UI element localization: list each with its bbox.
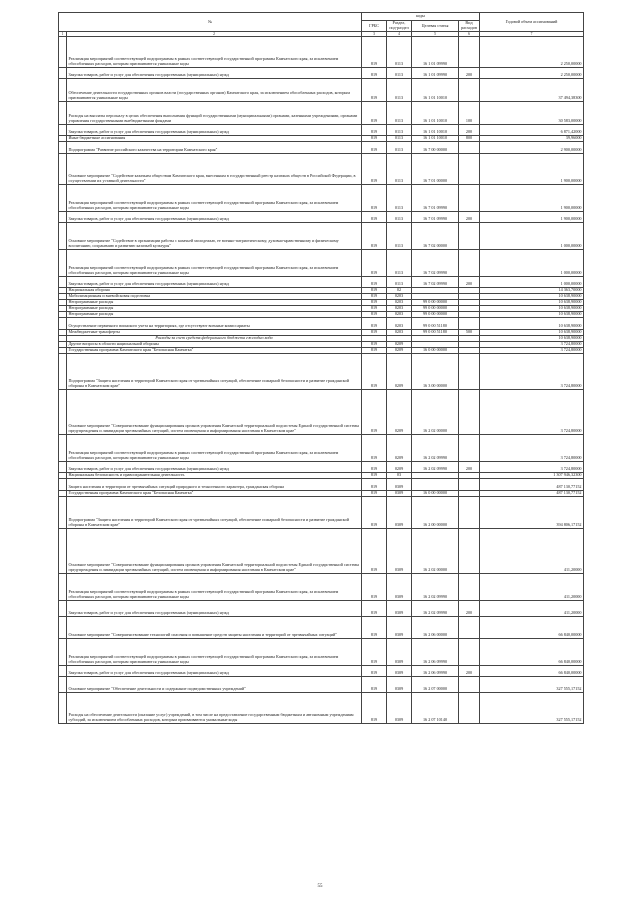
table-row (59, 277, 584, 288)
row-number-cell (59, 617, 67, 639)
table-row (59, 318, 584, 330)
row-expense-type-cell (459, 529, 480, 574)
table-row (59, 497, 584, 529)
row-amount-cell: 1 900,00000 (480, 154, 584, 185)
row-grbs-cell: 819 (362, 462, 387, 473)
row-target-cell: 16 1 01 10010 (412, 79, 459, 102)
row-target-cell: 99 0 00 00000 (412, 306, 459, 312)
row-name-cell: Закупка товаров, работ и услуг для обеспечения государственных (муниципальных) нужд (67, 277, 362, 288)
row-target-cell: 16 2 00 00000 (412, 497, 459, 529)
row-name-cell: Государственная программа Камчатского края "Безопасная Камчатка" (67, 491, 362, 497)
row-section-cell: 0309 (387, 601, 412, 617)
row-amount-cell: 66 840,00000 (480, 639, 584, 666)
row-section-cell: 0309 (387, 491, 412, 497)
row-amount-cell: 3 724,80000 (480, 348, 584, 354)
row-target-cell: 16 7 02 00000 (412, 223, 459, 250)
row-number-cell (59, 462, 67, 473)
row-number-cell (59, 574, 67, 601)
row-expense-type-cell (459, 479, 480, 491)
row-section-cell: 0113 (387, 223, 412, 250)
row-name-cell: Основное мероприятие "Совершенствование технологий спасения и повышение средств защиты населения и территорий от чрезвычайных ситуаций" (67, 617, 362, 639)
row-expense-type-cell (459, 318, 480, 330)
row-amount-cell: 3 724,80000 (480, 462, 584, 473)
budget-table-sheet (58, 12, 583, 724)
row-grbs-cell: 819 (362, 288, 387, 294)
row-number-cell (59, 666, 67, 677)
header-expense-type: Вид расходов (459, 21, 480, 32)
row-section-cell: 0309 (387, 479, 412, 491)
row-expense-type-cell: 200 (459, 666, 480, 677)
row-grbs-cell: 819 (362, 348, 387, 354)
row-section-cell: 03 (387, 473, 412, 479)
row-grbs-cell: 819 (362, 312, 387, 318)
table-row (59, 142, 584, 154)
row-section-cell: 0309 (387, 677, 412, 693)
row-amount-cell: 37 494,38300 (480, 79, 584, 102)
row-amount-cell: 10 638,90000 (480, 306, 584, 312)
row-amount-cell: 487 130,77152 (480, 479, 584, 491)
row-grbs-cell: 819 (362, 479, 387, 491)
row-expense-type-cell (459, 617, 480, 639)
colnum-5: 5 (412, 32, 459, 37)
row-grbs-cell: 819 (362, 354, 387, 390)
row-name-cell: Закупка товаров, работ и услуг для обеспечения государственных (муниципальных) нужд (67, 462, 362, 473)
row-grbs-cell: 819 (362, 330, 387, 336)
row-grbs-cell: 819 (362, 473, 387, 479)
row-expense-type-cell (459, 677, 480, 693)
row-grbs-cell: 819 (362, 37, 387, 68)
row-grbs-cell: 819 (362, 601, 387, 617)
row-number-cell (59, 68, 67, 79)
row-target-cell: 16 7 01 00000 (412, 154, 459, 185)
row-number-cell (59, 639, 67, 666)
row-number-cell (59, 154, 67, 185)
row-expense-type-cell (459, 390, 480, 435)
row-grbs-cell: 819 (362, 142, 387, 154)
row-amount-cell: 10 638,90000 (480, 330, 584, 336)
row-grbs-cell: 819 (362, 212, 387, 223)
row-target-cell: 16 7 01 09990 (412, 212, 459, 223)
table-row (59, 223, 584, 250)
row-name-cell: Межбюджетные трансферты (67, 330, 362, 336)
row-name-cell: Непрограммные расходы (67, 300, 362, 306)
row-expense-type-cell (459, 154, 480, 185)
table-row (59, 185, 584, 212)
row-name-cell: Расходы за счет средств федерального бюджета ежегодно кода (67, 336, 362, 342)
row-section-cell: 0209 (387, 435, 412, 462)
table-row (59, 154, 584, 185)
row-grbs-cell: 819 (362, 574, 387, 601)
row-name-cell: Непрограммные расходы (67, 306, 362, 312)
row-target-cell: 16 0 00 00000 (412, 491, 459, 497)
row-target-cell: 99 0 00 00000 (412, 300, 459, 306)
row-target-cell: 16 2 02 09990 (412, 601, 459, 617)
row-section-cell: 0113 (387, 37, 412, 68)
row-grbs-cell: 819 (362, 390, 387, 435)
row-amount-cell: 66 840,00000 (480, 666, 584, 677)
row-expense-type-cell: 200 (459, 68, 480, 79)
row-section-cell: 0203 (387, 312, 412, 318)
row-expense-type-cell: 800 (459, 136, 480, 142)
row-amount-cell: 3 724,80000 (480, 435, 584, 462)
row-grbs-cell: 819 (362, 125, 387, 136)
row-target-cell: 16 7 02 09990 (412, 277, 459, 288)
row-target-cell: 16 2 02 09990 (412, 574, 459, 601)
row-number-cell (59, 125, 67, 136)
row-name-cell: Основное мероприятие "Совершенствование функционирования органов управления Камчатской территориальной подсистемы Единой государственной системы предупреждения и ликвидации чрезвычайных ситуаций, систем оповещения и информирования населения в Камчатском крае" (67, 529, 362, 574)
row-number-cell (59, 142, 67, 154)
row-number-cell (59, 37, 67, 68)
row-amount-cell: 2 250,00000 (480, 37, 584, 68)
row-section-cell: 0209 (387, 462, 412, 473)
table-row (59, 102, 584, 125)
row-number-cell (59, 102, 67, 125)
row-target-cell: 16 7 01 09990 (412, 185, 459, 212)
table-row (59, 639, 584, 666)
row-amount-cell: 14 363,70000 (480, 288, 584, 294)
row-name-cell: Подпрограмма "Защита населения и территорий Камчатского края от чрезвычайных ситуаций, обеспечение пожарной безопасности и развитие гражданской обороны в Камчатском крае" (67, 354, 362, 390)
row-name-cell: Государственная программа Камчатского края "Безопасная Камчатка" (67, 348, 362, 354)
table-row (59, 617, 584, 639)
row-name-cell: Закупка товаров, работ и услуг для обеспечения государственных (муниципальных) нужд (67, 601, 362, 617)
table-row (59, 435, 584, 462)
row-section-cell: 0209 (387, 348, 412, 354)
header-target-article: Целевая статья (412, 21, 459, 32)
table-row (59, 212, 584, 223)
table-row (59, 462, 584, 473)
row-amount-cell: 1 000,00000 (480, 223, 584, 250)
row-grbs-cell: 819 (362, 300, 387, 306)
row-name-cell: Реализация мероприятий соответствующей подпрограммы в рамках соответствующей государственной программы Камчатского края, за исключением обособленных расходов, которым присваиваются уникальные коды (67, 185, 362, 212)
row-number-cell (59, 212, 67, 223)
row-amount-cell: 10 638,90000 (480, 294, 584, 300)
row-expense-type-cell (459, 574, 480, 601)
row-name-cell: Обеспечение деятельности государственных органов власти (государственных органов) Камчатского края, за исключением обособленных расходов, которым присваиваются уникальные коды (67, 79, 362, 102)
row-section-cell: 0309 (387, 666, 412, 677)
row-name-cell: Расходы на обеспечение деятельности (оказание услуг) учреждений, в том числе на предоставление государственным бюджетным и автономным учреждениям субсидий, за исключением обособленных расходов, которым присваиваются уникальные коды (67, 693, 362, 724)
row-section-cell: 0309 (387, 693, 412, 724)
row-section-cell: 0113 (387, 142, 412, 154)
row-grbs-cell: 819 (362, 250, 387, 277)
row-target-cell: 16 2 07 10140 (412, 693, 459, 724)
row-grbs-cell: 819 (362, 223, 387, 250)
header-section: Раздел, под-раздел (387, 21, 412, 32)
row-target-cell: 16 2 07 00000 (412, 677, 459, 693)
table-row (59, 354, 584, 390)
row-grbs-cell: 819 (362, 306, 387, 312)
row-amount-cell: 1 000,00000 (480, 277, 584, 288)
row-number-cell (59, 677, 67, 693)
table-row (59, 693, 584, 724)
page-number: 55 (317, 884, 323, 889)
row-section-cell: 0309 (387, 617, 412, 639)
row-amount-cell: 327 555,17152 (480, 693, 584, 724)
row-grbs-cell: 819 (362, 435, 387, 462)
row-name-cell: Основное мероприятие "Обеспечение деятельности и содержание подведомственных учреждений" (67, 677, 362, 693)
row-grbs-cell: 819 (362, 79, 387, 102)
row-section-cell: 0203 (387, 294, 412, 300)
row-grbs-cell: 819 (362, 102, 387, 125)
row-target-cell: 16 2 06 00000 (412, 617, 459, 639)
row-section-cell: 0203 (387, 306, 412, 312)
row-amount-cell: 3 724,80000 (480, 390, 584, 435)
row-expense-type-cell (459, 250, 480, 277)
row-grbs-cell: 819 (362, 136, 387, 142)
row-amount-cell: 10 638,90000 (480, 312, 584, 318)
row-expense-type-cell: 200 (459, 125, 480, 136)
row-name-cell: Закупка товаров, работ и услуг для обеспечения государственных (муниципальных) нужд (67, 125, 362, 136)
row-section-cell: 0113 (387, 102, 412, 125)
row-grbs-cell: 819 (362, 294, 387, 300)
row-section-cell: 0309 (387, 574, 412, 601)
row-name-cell: Основное мероприятие "Содействие в организации работы с казачьей молодежью, ее военно-патриотическому, духовно-нравственному и физическому воспитанию, сохранению и развитию казачьей культуры" (67, 223, 362, 250)
colnum-2: 2 (67, 32, 362, 37)
row-amount-cell: 411,20000 (480, 529, 584, 574)
header-codes: коды (362, 13, 480, 21)
row-name-cell: Иные бюджетные ассигнования (67, 136, 362, 142)
row-grbs-cell: 819 (362, 666, 387, 677)
row-amount-cell: 10 638,90000 (480, 336, 584, 342)
table-row (59, 479, 584, 491)
row-target-cell: 16 2 06 09990 (412, 639, 459, 666)
table-row (59, 37, 584, 68)
row-section-cell: 0113 (387, 79, 412, 102)
table-row (59, 250, 584, 277)
row-grbs-cell: 819 (362, 677, 387, 693)
row-target-cell: 16 2 02 09990 (412, 462, 459, 473)
colnum-7: 7 (480, 32, 584, 37)
row-target-cell: 16 2 02 00000 (412, 390, 459, 435)
row-name-cell: Осуществление первичного воинского учета на территориях, где отсутствуют военные комиссариаты (67, 318, 362, 330)
row-amount-cell: 10 638,90000 (480, 318, 584, 330)
row-number-cell (59, 79, 67, 102)
row-name-cell: Другие вопросы в области национальной обороны (67, 342, 362, 348)
colnum-4: 4 (387, 32, 412, 37)
table-row (59, 79, 584, 102)
row-expense-type-cell (459, 185, 480, 212)
row-amount-cell: 2 900,00000 (480, 142, 584, 154)
row-amount-cell: 411,20000 (480, 574, 584, 601)
row-name-cell: Основное мероприятие "Совершенствование функционирования органов управления Камчатской территориальной подсистемы Единой государственной системы предупреждения и ликвидации чрезвычайных ситуаций, систем оповещения и информирования населения в Камчатском крае" (67, 390, 362, 435)
row-section-cell: 0113 (387, 154, 412, 185)
row-section-cell: 0203 (387, 330, 412, 336)
row-expense-type-cell: 200 (459, 462, 480, 473)
row-number-cell (59, 185, 67, 212)
row-target-cell: 16 7 00 00000 (412, 142, 459, 154)
row-name-cell: Реализация мероприятий соответствующей подпрограммы в рамках соответствующей государственной программы Камчатского края, за исключением обособленных расходов, которым присваиваются уникальные коды (67, 574, 362, 601)
table-row (59, 529, 584, 574)
row-name-cell: Подпрограмма "Защита населения и территорий Камчатского края от чрезвычайных ситуаций, обеспечение пожарной безопасности и развитие гражданской обороны в Камчатском крае" (67, 497, 362, 529)
row-amount-cell: 1 900,00000 (480, 212, 584, 223)
header-number-name: № (59, 13, 362, 32)
header-grbs: ГРБС (362, 21, 387, 32)
row-grbs-cell: 819 (362, 342, 387, 348)
row-section-cell: 0309 (387, 497, 412, 529)
row-number-cell (59, 318, 67, 330)
row-name-cell: Закупка товаров, работ и услуг для обеспечения государственных (муниципальных) нужд (67, 666, 362, 677)
row-name-cell: Непрограммные расходы (67, 312, 362, 318)
row-amount-cell: 394 806,17152 (480, 497, 584, 529)
row-section-cell: 0113 (387, 212, 412, 223)
row-name-cell: Реализация мероприятий соответствующей подпрограммы в рамках соответствующей государственной программы Камчатского края, за исключением обособленных расходов, которым присваиваются уникальные коды (67, 250, 362, 277)
row-section-cell: 0113 (387, 185, 412, 212)
row-name-cell: Закупка товаров, работ и услуг для обеспечения государственных (муниципальных) нужд (67, 68, 362, 79)
row-target-cell: 16 2 02 09990 (412, 435, 459, 462)
row-target-cell: 99 0 00 00000 (412, 312, 459, 318)
row-grbs-cell: 819 (362, 318, 387, 330)
row-amount-cell: 6 871,42000 (480, 125, 584, 136)
row-grbs-cell: 819 (362, 617, 387, 639)
row-expense-type-cell: 500 (459, 330, 480, 336)
table-header (59, 13, 584, 37)
table-row (59, 68, 584, 79)
row-grbs-cell: 819 (362, 154, 387, 185)
row-number-cell (59, 223, 67, 250)
row-section-cell: 0113 (387, 125, 412, 136)
row-number-cell (59, 354, 67, 390)
row-section-cell: 0309 (387, 639, 412, 666)
row-expense-type-cell (459, 354, 480, 390)
row-section-cell: 0209 (387, 342, 412, 348)
row-expense-type-cell: 100 (459, 102, 480, 125)
row-target-cell: 16 3 00 00000 (412, 354, 459, 390)
row-target-cell: 16 2 06 09990 (412, 666, 459, 677)
row-amount-cell: 487 130,77152 (480, 491, 584, 497)
row-number-cell (59, 529, 67, 574)
row-expense-type-cell (459, 79, 480, 102)
row-section-cell: 0209 (387, 390, 412, 435)
row-amount-cell: 30 583,00000 (480, 102, 584, 125)
row-target-cell: 16 1 01 09990 (412, 37, 459, 68)
row-amount-cell: 411,20000 (480, 601, 584, 617)
row-expense-type-cell (459, 142, 480, 154)
row-amount-cell: 1 900,00000 (480, 185, 584, 212)
row-amount-cell: 66 840,00000 (480, 617, 584, 639)
table-row (59, 390, 584, 435)
row-target-cell (412, 479, 459, 491)
row-expense-type-cell (459, 497, 480, 529)
row-name-cell: Мобилизационная и вневойсковая подготовка (67, 294, 362, 300)
row-name-cell: Реализация мероприятий соответствующей подпрограммы в рамках соответствующей государственной программы Камчатского края, за исключением обособленных расходов, которым присваиваются уникальные коды (67, 37, 362, 68)
row-section-cell: 0113 (387, 136, 412, 142)
row-section-cell: 02 (387, 288, 412, 294)
row-target-cell: 16 2 02 00000 (412, 529, 459, 574)
row-amount-cell: 327 555,17152 (480, 677, 584, 693)
table-row (59, 574, 584, 601)
row-name-cell: Закупка товаров, работ и услуг для обеспечения государственных (муниципальных) нужд (67, 212, 362, 223)
row-grbs-cell: 819 (362, 693, 387, 724)
row-expense-type-cell (459, 693, 480, 724)
row-expense-type-cell: 200 (459, 277, 480, 288)
row-expense-type-cell (459, 639, 480, 666)
row-name-cell: Основное мероприятие "Содействие казачьим обществам Камчатского края, внесенным в государственный реестр казачьих обществ в Российской Федерации, в осуществлении их уставной деятельности" (67, 154, 362, 185)
row-amount-cell: 3 724,80000 (480, 342, 584, 348)
row-grbs-cell: 819 (362, 491, 387, 497)
row-target-cell: 99 0 00 51180 (412, 330, 459, 336)
row-name-cell: Подпрограмма "Развитие российского казачества на территории Камчатского края" (67, 142, 362, 154)
row-number-cell (59, 479, 67, 491)
row-section-cell: 0203 (387, 318, 412, 330)
row-expense-type-cell: 200 (459, 601, 480, 617)
colnum-6: 6 (459, 32, 480, 37)
row-section-cell: 0309 (387, 529, 412, 574)
row-expense-type-cell (459, 435, 480, 462)
row-target-cell: 16 1 01 09990 (412, 68, 459, 79)
row-expense-type-cell (459, 223, 480, 250)
row-section-cell: 0113 (387, 250, 412, 277)
row-number-cell (59, 390, 67, 435)
budget-table (58, 12, 584, 724)
header-annual-volume: Годовой объем ассигнований (480, 13, 584, 32)
row-number-cell (59, 435, 67, 462)
row-grbs-cell: 819 (362, 529, 387, 574)
row-expense-type-cell: 200 (459, 212, 480, 223)
row-name-cell: Расходы на выплаты персоналу в целях обеспечения выполнения функций государственными (муниципальными) органами, казенными учреждениями, органами управления государственными внебюджетными фондами (67, 102, 362, 125)
row-grbs-cell: 819 (362, 497, 387, 529)
row-number-cell (59, 250, 67, 277)
colnum-1: 1 (59, 32, 67, 37)
row-target-cell: 16 1 01 10010 (412, 102, 459, 125)
row-amount-cell: 3 724,80000 (480, 354, 584, 390)
row-number-cell (59, 497, 67, 529)
row-target-cell: 16 1 01 10010 (412, 136, 459, 142)
table-row (59, 601, 584, 617)
table-row (59, 666, 584, 677)
row-number-cell (59, 601, 67, 617)
row-name-cell: Национальная оборона (67, 288, 362, 294)
row-target-cell: 16 0 00 00000 (412, 348, 459, 354)
row-amount-cell: 1 307 946,32300 (480, 473, 584, 479)
table-body (59, 37, 584, 724)
row-grbs-cell: 819 (362, 68, 387, 79)
row-section-cell: 0209 (387, 354, 412, 390)
row-number-cell (59, 693, 67, 724)
row-section-cell: 0203 (387, 300, 412, 306)
row-section-cell: 0113 (387, 277, 412, 288)
row-amount-cell: 2 250,00000 (480, 68, 584, 79)
row-grbs-cell: 819 (362, 185, 387, 212)
row-target-cell: 16 1 01 10010 (412, 125, 459, 136)
row-number-cell (59, 277, 67, 288)
row-name-cell: Реализация мероприятий соответствующей подпрограммы в рамках соответствующей государственной программы Камчатского края, за исключением обособленных расходов, которым присваиваются уникальные коды (67, 639, 362, 666)
row-grbs-cell: 819 (362, 639, 387, 666)
table-row (59, 677, 584, 693)
row-expense-type-cell (459, 37, 480, 68)
row-amount-cell: 10 638,90000 (480, 300, 584, 306)
row-amount-cell: 1 000,00000 (480, 250, 584, 277)
row-name-cell: Реализация мероприятий соответствующей подпрограммы в рамках соответствующей государственной программы Камчатского края, за исключением обособленных расходов, которым присваиваются уникальные коды (67, 435, 362, 462)
row-amount-cell: 39,96000 (480, 136, 584, 142)
colnum-3: 3 (362, 32, 387, 37)
row-name-cell: Защита населения и территории от чрезвычайных ситуаций природного и техногенного характера, гражданская оборона (67, 479, 362, 491)
row-name-cell: Национальная безопасность и правоохранительная деятельность (67, 473, 362, 479)
row-target-cell: 16 7 02 09990 (412, 250, 459, 277)
row-target-cell: 99 0 00 51180 (412, 318, 459, 330)
table-row (59, 125, 584, 136)
row-section-cell: 0113 (387, 68, 412, 79)
row-grbs-cell: 819 (362, 277, 387, 288)
